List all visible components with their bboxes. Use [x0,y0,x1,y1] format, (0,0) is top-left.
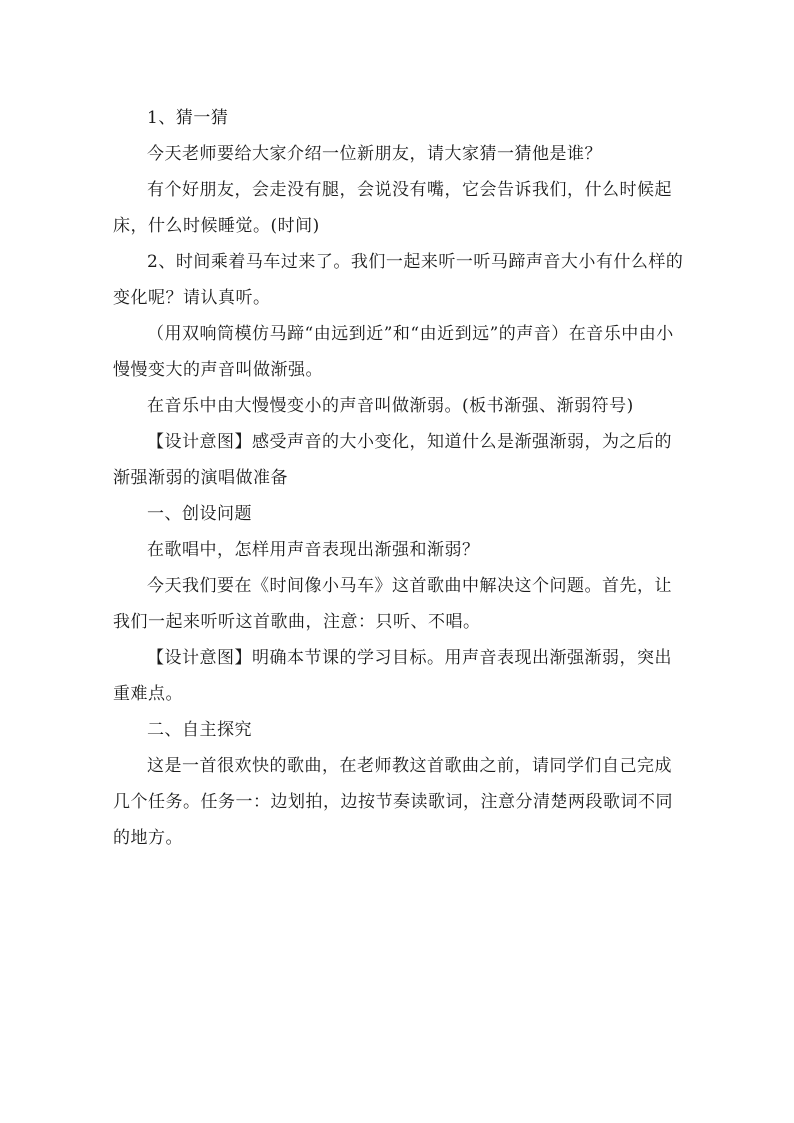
section-heading-create-question: 一、创设问题 [147,504,252,524]
paragraph-song-intro: 今天我们要在《时间像小马车》这首歌曲中解决这个问题。首先，让我们一起来听听这首歌曲，注意：只听、不唱。 [113,576,672,632]
section-heading-guess: 1、猜一猜 [147,108,229,128]
paragraph-design-intent-1: 【设计意图】感受声音的大小变化，知道什么是渐强渐弱，为之后的渐强渐弱的演唱做准备 [113,432,672,488]
paragraph-intro: 今天老师要给大家介绍一位新朋友，请大家猜一猜他是谁？ [147,144,602,164]
document-body [113,100,688,856]
paragraph-decrescendo: 在音乐中由大慢慢变小的声音叫做渐弱。(板书渐强、渐弱符号) [147,396,634,416]
paragraph-riddle: 有个好朋友，会走没有腿，会说没有嘴，它会告诉我们，什么时候起床，什么时候睡觉。(时间) [113,180,672,236]
paragraph-question: 在歌唱中，怎样用声音表现出渐强和渐弱？ [147,540,480,560]
paragraph-crescendo: （用双响筒模仿马蹄“由远到近”和“由近到远”的声音）在音乐中由小慢慢变大的声音叫做渐强。 [113,324,674,380]
paragraph-carriage: 2、时间乘着马车过来了。我们一起来听一听马蹄声音大小有什么样的变化呢？请认真听。 [113,252,684,308]
paragraph-design-intent-2: 【设计意图】明确本节课的学习目标。用声音表现出渐强渐弱，突出重难点。 [113,648,672,704]
paragraph-tasks: 这是一首很欢快的歌曲，在老师教这首歌曲之前，请同学们自己完成几个任务。任务一：边划拍，边按节奏读歌词，注意分清楚两段歌词不同的地方。 [113,756,673,848]
section-heading-self-explore: 二、自主探究 [147,720,252,740]
